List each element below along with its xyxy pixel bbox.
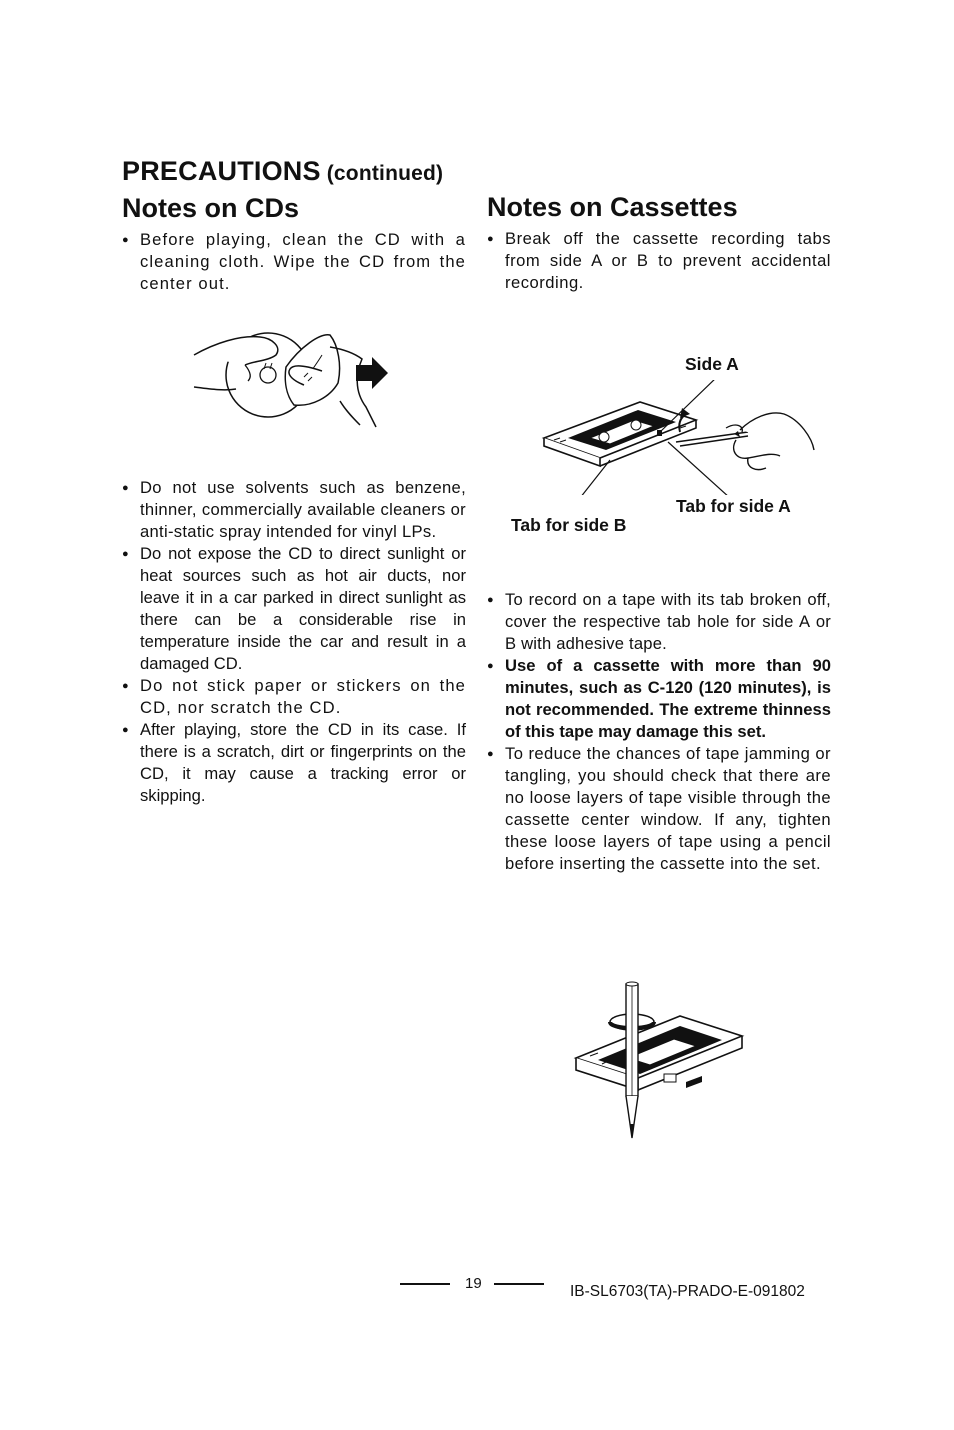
page-number: 19 <box>465 1275 482 1292</box>
cassette-pencil-illustration <box>570 978 750 1143</box>
label-tab-for-side-b: Tab for side B <box>511 515 627 535</box>
cassette-tab-illustration <box>530 380 830 495</box>
label-side-a: Side A <box>685 354 739 374</box>
cds-intro <box>122 229 466 295</box>
cassettes-bullet-2: ● To record on a tape with its tab broken off, cover the respective tab hole for side A or B with adhesive tape. <box>487 589 831 655</box>
cd-cleaning-illustration <box>190 325 400 435</box>
cassettes-bullet-1: ● Break off the cassette recording tabs from side A or B to prevent accidental recording. <box>487 228 831 294</box>
page-title-suffix: (continued) <box>326 162 444 185</box>
cds-section-title: Notes on CDs <box>122 193 300 223</box>
cassettes-bullet-4: ● To reduce the chances of tape jamming or tangling, you should check that there are no loose layers of tape visible through the cassette center window. If any, tighten these loose layers of tape using a pencil before inserting the cassette into the set. <box>487 743 831 875</box>
cassettes-section-title: Notes on Cassettes <box>487 192 738 222</box>
label-tab-for-side-a: Tab for side A <box>676 496 791 516</box>
page-title <box>122 156 443 187</box>
footer-rule-left <box>400 1283 450 1285</box>
cds-notes <box>122 477 466 807</box>
page-title-text: PRECAUTIONS <box>122 156 321 186</box>
cds-bullet-2: ● Do not use solvents such as benzene, thinner, commercially available cleaners or anti-static spray intended for vinyl LPs. <box>122 477 466 543</box>
cds-bullet-4: ● Do not stick paper or stickers on the CD, nor scratch the CD. <box>122 675 466 719</box>
cds-bullet-1: ● Before playing, clean the CD with a cleaning cloth. Wipe the CD from the center out. <box>122 229 466 295</box>
cds-bullet-5: ● After playing, store the CD in its case. If there is a scratch, dirt or fingerprints on the CD, it may cause a tracking error or skipping. <box>122 719 466 807</box>
cds-bullet-3: ● Do not expose the CD to direct sunlight or heat sources such as hot air ducts, nor leave it in a car parked in direct sunlight as there can be a considerable rise in temperature inside the car and result in a damaged CD. <box>122 543 466 675</box>
footer-rule-right <box>494 1283 544 1285</box>
document-code: IB-SL6703(TA)-PRADO-E-091802 <box>570 1283 805 1300</box>
cassettes-bullet-3: ● Use of a cassette with more than 90 minutes, such as C-120 (120 minutes), is not recommended. The extreme thinness of this tape may damage this set. <box>487 655 831 743</box>
cassettes-intro <box>487 228 831 294</box>
cassettes-notes <box>487 589 831 875</box>
